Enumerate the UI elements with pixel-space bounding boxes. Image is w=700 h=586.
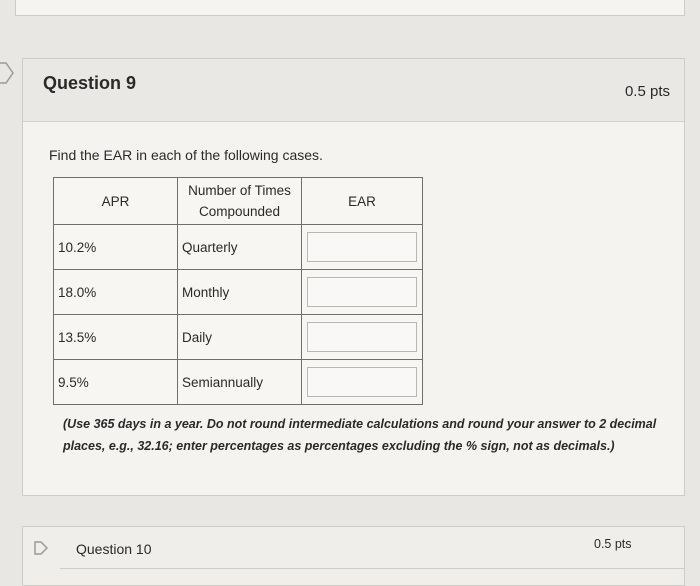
compounded-value: Monthly [182, 284, 230, 300]
instructions-note: (Use 365 days in a year. Do not round intermediate calculations and round your answer to 2 decimal places, e.g., 32.16; enter percentages as percentages excluding the % sign, not as decimals.) [63, 417, 657, 453]
compounded-value: Quarterly [182, 239, 238, 255]
header-apr: APR [54, 178, 178, 225]
compounded-value: Semiannually [182, 374, 264, 390]
compounded-cell [178, 315, 302, 360]
ear-table [53, 177, 423, 405]
divider [60, 568, 685, 569]
header-ear: EAR [302, 178, 423, 225]
question-points: 0.5 pts [624, 83, 670, 100]
table-row [54, 225, 423, 270]
table-header-row [54, 178, 423, 225]
apr-cell [54, 315, 178, 360]
question-flag-icon[interactable] [34, 541, 48, 555]
ear-input-4[interactable] [307, 367, 417, 397]
current-question-pointer-icon [0, 62, 14, 84]
question-header [23, 59, 684, 122]
header-compounded-line1: Number of Times [188, 183, 291, 198]
ear-input-3[interactable] [307, 322, 417, 352]
question-card [22, 58, 685, 496]
table-row [54, 360, 423, 405]
previous-question-card [15, 0, 685, 16]
ear-input-1[interactable] [307, 232, 417, 262]
question-title: Question 9 [43, 73, 137, 93]
compounded-cell [178, 360, 302, 405]
apr-value: 18.0% [58, 284, 97, 300]
next-question-title: Question 10 [76, 541, 152, 557]
next-question-points: 0.5 pts [594, 537, 632, 551]
ear-cell [302, 225, 423, 270]
compounded-value: Daily [182, 329, 213, 345]
table-row [54, 270, 423, 315]
apr-cell [54, 270, 178, 315]
compounded-cell [178, 270, 302, 315]
question-prompt: Find the EAR in each of the following cases. [49, 147, 323, 163]
apr-cell [54, 360, 178, 405]
ear-input-2[interactable] [307, 277, 417, 307]
header-compounded [178, 178, 302, 225]
header-compounded-line2: Compounded [198, 204, 281, 219]
apr-value: 10.2% [58, 239, 97, 255]
compounded-cell [178, 225, 302, 270]
table-row [54, 315, 423, 360]
ear-cell [302, 270, 423, 315]
ear-cell [302, 315, 423, 360]
apr-cell [54, 225, 178, 270]
ear-cell [302, 360, 423, 405]
apr-value: 13.5% [58, 329, 97, 345]
apr-value: 9.5% [58, 374, 89, 390]
